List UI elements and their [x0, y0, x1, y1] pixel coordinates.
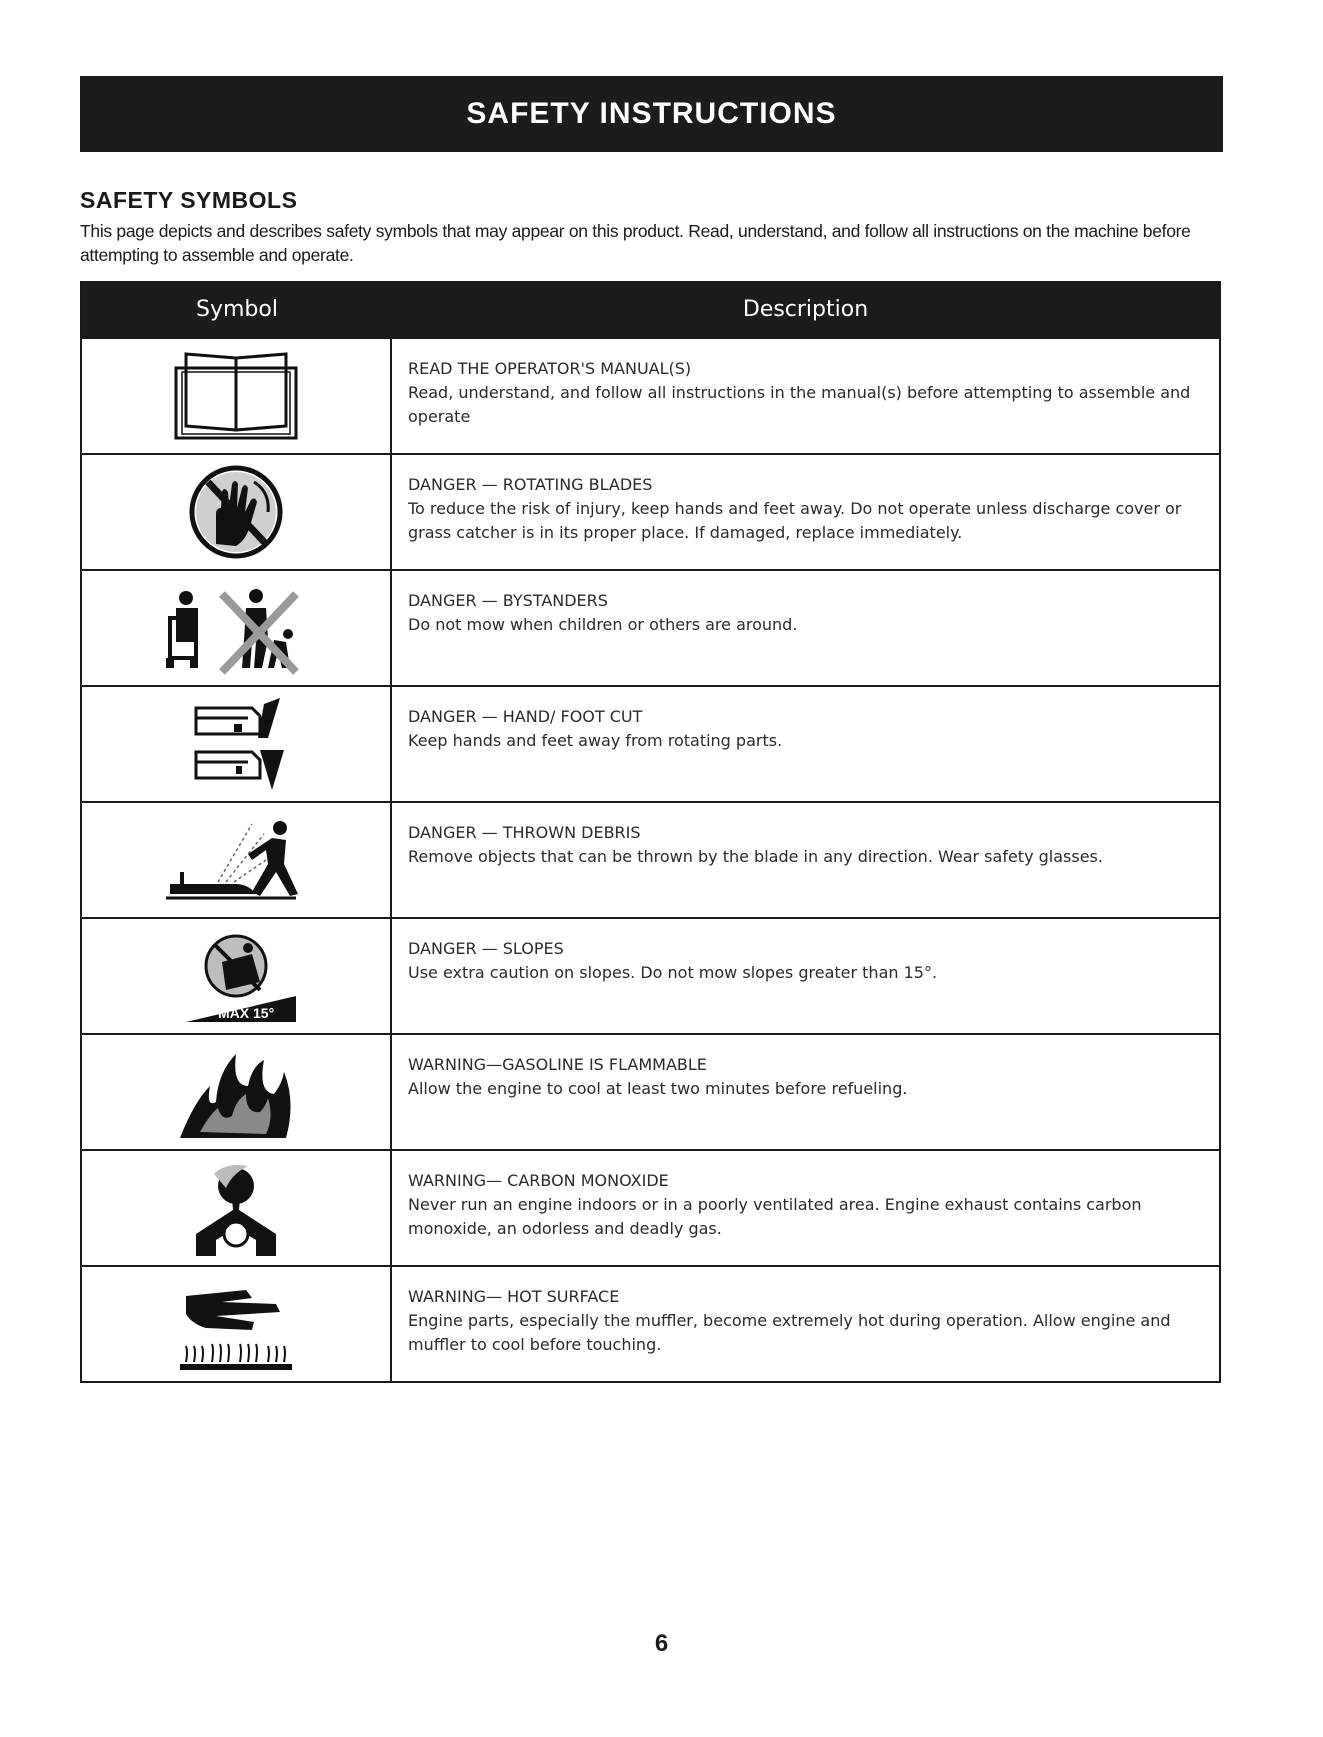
table-row [82, 569, 1219, 685]
description-cell [392, 1267, 1219, 1381]
banner-title: SAFETY INSTRUCTIONS [466, 97, 837, 130]
intro-paragraph: This page depicts and describes safety symbols that may appear on this product. Read, understand, and follow all instructions on the machine before attempting to assemble and operate. [80, 221, 1191, 265]
row-heading: WARNING—GASOLINE IS FLAMMABLE [408, 1055, 707, 1074]
description-cell [392, 1035, 1219, 1149]
symbol-cell [82, 339, 392, 453]
description-cell [392, 919, 1219, 1033]
slope-max-label: MAX 15° [218, 1005, 275, 1021]
row-text: Do not mow when children or others are around. [408, 615, 798, 634]
hand-foot-cut-icon [156, 694, 316, 794]
table-row [82, 337, 1219, 453]
table-header [82, 281, 1219, 337]
row-text: Engine parts, especially the muffler, become extremely hot during operation. Allow engine and muffler to cool before touching. [408, 1311, 1171, 1354]
row-text: Use extra caution on slopes. Do not mow slopes greater than 15°. [408, 963, 938, 982]
row-text: Read, understand, and follow all instructions in the manual(s) before attempting to assemble and operate [408, 383, 1191, 426]
rotating-blades-hand-icon [156, 462, 316, 562]
row-text: Remove objects that can be thrown by the blade in any direction. Wear safety glasses. [408, 847, 1103, 866]
row-text: Allow the engine to cool at least two minutes before refueling. [408, 1079, 908, 1098]
manual-book-icon [156, 346, 316, 446]
page-number: 6 [654, 1630, 669, 1657]
row-heading: DANGER — SLOPES [408, 939, 564, 958]
symbol-cell [82, 1035, 392, 1149]
symbol-cell [82, 571, 392, 685]
flame-icon [156, 1042, 316, 1142]
row-heading: DANGER — BYSTANDERS [408, 591, 608, 610]
symbol-cell [82, 1151, 392, 1265]
table-row [82, 685, 1219, 801]
row-text: To reduce the risk of injury, keep hands and feet away. Do not operate unless discharge cover or grass catcher is in its proper place. If damaged, replace immediately. [408, 499, 1182, 542]
description-cell [392, 803, 1219, 917]
thrown-debris-icon [156, 810, 316, 910]
description-cell [392, 339, 1219, 453]
description-cell [392, 687, 1219, 801]
hot-surface-icon [156, 1274, 316, 1374]
description-cell [392, 1151, 1219, 1265]
table-row [82, 917, 1219, 1033]
row-text: Keep hands and feet away from rotating parts. [408, 731, 783, 750]
description-cell [392, 571, 1219, 685]
table-row [82, 1033, 1219, 1149]
section-title: SAFETY SYMBOLS [80, 187, 298, 213]
symbol-cell [82, 919, 392, 1033]
symbol-column-header: Symbol [196, 296, 278, 322]
description-column-header: Description [742, 296, 869, 322]
row-heading: WARNING— HOT SURFACE [408, 1287, 620, 1306]
symbol-cell [82, 687, 392, 801]
slopes-icon [156, 926, 316, 1026]
table-row [82, 801, 1219, 917]
row-heading: WARNING— CARBON MONOXIDE [408, 1171, 669, 1190]
symbol-cell [82, 803, 392, 917]
table-row [82, 453, 1219, 569]
bystanders-icon [156, 578, 316, 678]
row-text: Never run an engine indoors or in a poorly ventilated area. Engine exhaust contains carbon monoxide, an odorless and deadly gas. [408, 1195, 1142, 1238]
table-row [82, 1149, 1219, 1265]
table-row [82, 1265, 1219, 1381]
description-cell [392, 455, 1219, 569]
safety-symbols-table [80, 281, 1221, 1383]
row-heading: DANGER — ROTATING BLADES [408, 475, 653, 494]
carbon-monoxide-icon [156, 1158, 316, 1258]
row-heading: DANGER — THROWN DEBRIS [408, 823, 641, 842]
title-banner [80, 76, 1223, 152]
row-heading: READ THE OPERATOR'S MANUAL(S) [408, 359, 692, 378]
row-heading: DANGER — HAND/ FOOT CUT [408, 707, 643, 726]
symbol-cell [82, 1267, 392, 1381]
symbol-cell [82, 455, 392, 569]
